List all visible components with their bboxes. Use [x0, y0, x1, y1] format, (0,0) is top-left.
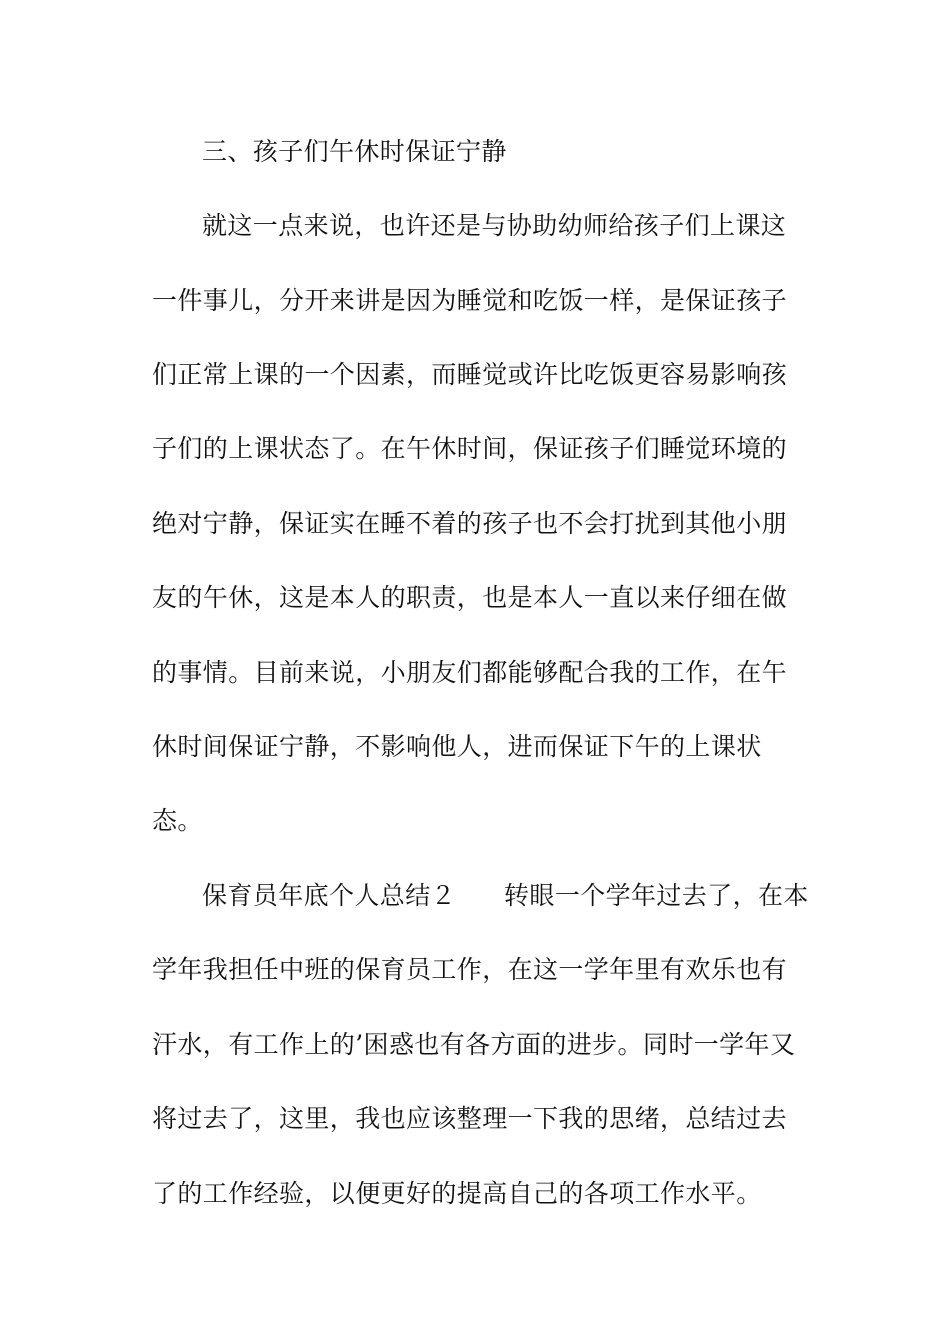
section-heading: 三、孩子们午休时保证宁静	[202, 137, 507, 166]
paragraph-line: 们正常上课的一个因素，而睡觉或许比吃饭更容易影响孩	[152, 360, 788, 389]
paragraph-line: 子们的上课状态了。在午休时间，保证孩子们睡觉环境的	[152, 434, 788, 463]
paragraph-line: 就这一点来说，也许还是与协助幼师给孩子们上课这	[202, 211, 787, 240]
paragraph-line: 友的午休，这是本人的职责，也是本人一直以来仔细在做	[152, 583, 788, 612]
paragraph-line: 了的工作经验，以便更好的提高自己的各项工作水平。	[152, 1179, 762, 1208]
summary-first-line	[202, 881, 809, 911]
summary-title: 保育员年底个人总结２	[202, 881, 457, 910]
paragraph-line: 绝对宁静，保证实在睡不着的孩子也不会打扰到其他小朋	[152, 509, 788, 538]
paragraph-line: 转眼一个学年过去了，在本	[504, 881, 809, 910]
paragraph-line: 一件事儿，分开来讲是因为睡觉和吃饭一样，是保证孩子	[152, 286, 788, 315]
paragraph-line: 的事情。目前来说，小朋友们都能够配合我的工作，在午	[152, 658, 788, 687]
paragraph-line: 汗水，有工作上的’困惑也有各方面的进步。同时一学年又	[152, 1030, 796, 1059]
paragraph-line: 态。	[152, 806, 203, 835]
paragraph-line: 学年我担任中班的保育员工作，在这一学年里有欢乐也有	[152, 955, 788, 984]
paragraph-line: 将过去了，这里，我也应该整理一下我的思绪，总结过去	[152, 1104, 788, 1133]
paragraph-line: 休时间保证宁静，不影响他人，进而保证下午的上课状	[152, 732, 762, 761]
